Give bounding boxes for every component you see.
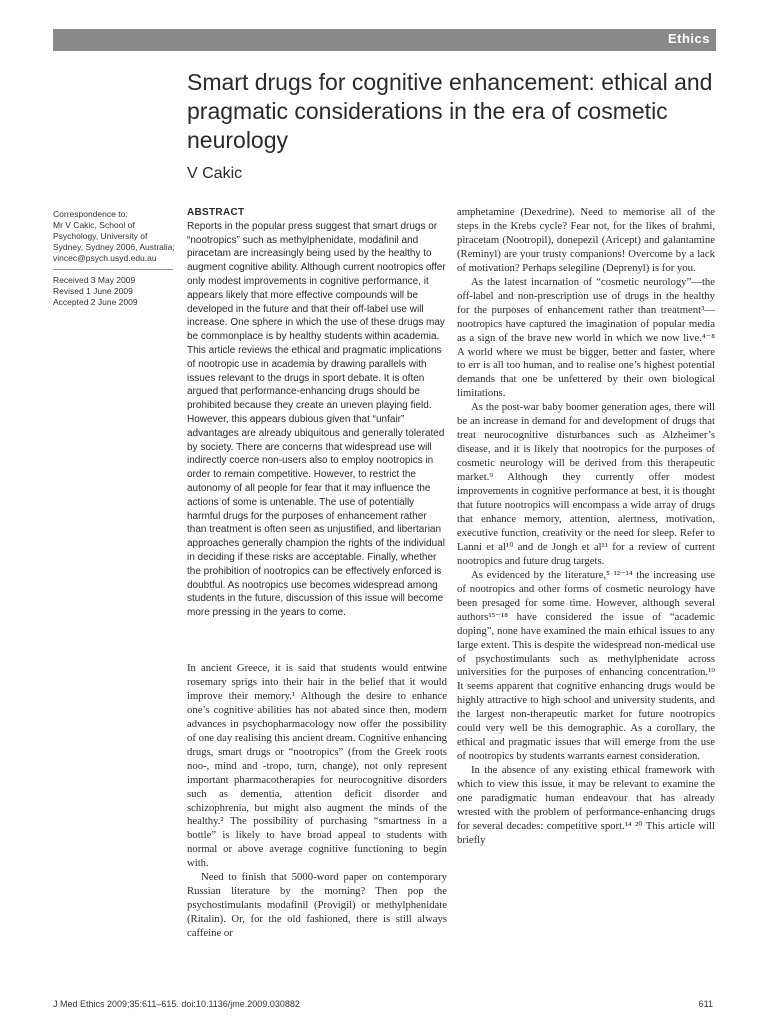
accepted-date: Accepted 2 June 2009 bbox=[53, 297, 138, 307]
body-column-left bbox=[187, 662, 447, 941]
abstract-heading: ABSTRACT bbox=[187, 207, 245, 218]
page-number: 611 bbox=[698, 999, 713, 1009]
abstract-text: Reports in the popular press suggest that smart drugs or “nootropics” such as methylphenidate, modafinil and piracetam are increasingly being used by the healthy to augment cognitive ability. Although current nootropics offer only modest improvements in cognitive performance, it appears likely that more effective compounds will be developed in the future and that their off-label use will increase. One sphere in which the use of these drugs may be commonplace is by healthy students within academia. This article reviews the ethical and pragmatic implications of nootropic use in academia by drawing parallels with issues relevant to the drugs in sport debate. It is often argued that performance-enhancing drugs should be prohibited because they create an uneven playing field. However, this appears dubious given that “unfair” advantages are already ubiquitous and generally tolerated by society. There are concerns that widespread use will indirectly coerce non-users also to employ nootropics in order to remain competitive. However, to restrict the autonomy of all people for fear that it may influence the actions of some is untenable. The use of potentially harmful drugs for the purposes of enhancement rather than treatment is often seen as unjustified, and libertarian approaches generally champion the rights of the individual in deciding if these risks are acceptable. Finally, whether the prohibition of nootropics can be effectively enforced is doubtful. As nootropics use becomes widespread among students in the future, discussion of this issue will become more pressing in the years to come. bbox=[187, 220, 446, 619]
body-paragraph: As the latest incarnation of “cosmetic neurology”—the off-label and non-prescription use of drugs in the healthy for the purposes of enhancement rather than treatment³—nootropics have captured the imagination of popular media as a sign of the brave new world in which we now live.⁴⁻⁸ A world where we must be bigger, better and faster, where to err is all too human, and to realise one’s highest potential demands that one be unfettered by their own biological limitations. bbox=[457, 275, 715, 400]
abstract bbox=[187, 206, 447, 620]
section-header-bar bbox=[53, 29, 716, 51]
journal-citation: J Med Ethics 2009;35:611–615. doi:10.1136/jme.2009.030882 bbox=[53, 999, 300, 1009]
correspondence-line: Sydney, Sydney 2006, Australia; bbox=[53, 242, 175, 252]
correspondence-block bbox=[53, 209, 181, 264]
body-paragraph: As evidenced by the literature,⁵ ¹²⁻¹⁴ the increasing use of nootropics and other forms of cosmetic neurology have been presaged for some time. However, although several authors¹⁵⁻¹⁸ have considered the issue of “academic doping”, none have examined the main ethical issues to any large extent. This is despite the widespread non-medical use of psychostimulants such as methylphenidate across universities for the purposes of enhancing concentration.¹⁹ It seems apparent that cognitive enhancing drugs would be highly attractive to high school and university students, and the largest non-therapeutic market for future nootropics could very well be this demographic. As a corollary, the ethical and pragmatic issues that will emerge from the use of nootropics by students warrants earnest consideration. bbox=[457, 568, 715, 763]
correspondence-line: Psychology, University of bbox=[53, 231, 148, 241]
article-title: Smart drugs for cognitive enhancement: ethical and pragmatic considerations in the era of cosmetic neurology bbox=[187, 69, 713, 153]
section-label: Ethics bbox=[667, 31, 710, 46]
dates-block bbox=[53, 275, 181, 308]
correspondence-email: vincec@psych.usyd.edu.au bbox=[53, 253, 157, 263]
received-date: Received 3 May 2009 bbox=[53, 275, 136, 285]
article-author: V Cakic bbox=[187, 165, 243, 182]
correspondence-line: Correspondence to: bbox=[53, 209, 128, 219]
sidebar bbox=[53, 209, 181, 308]
body-column-right bbox=[457, 206, 715, 848]
body-paragraph: In the absence of any existing ethical framework with which to view this issue, it may be relevant to examine the one paradigmatic human endeavour that has already wrested with the problem of performance-enhancing drugs for several decades: competitive sport.¹⁴ ²⁰ This article will briefly bbox=[457, 764, 715, 846]
sidebar-divider bbox=[53, 269, 173, 270]
revised-date: Revised 1 June 2009 bbox=[53, 286, 133, 296]
body-paragraph: As the post-war baby boomer generation ages, there will be an increase in demand for and development of drugs that treat neurocognitive disturbances such as Alzheimer’s disease, and it is likely that nootropics for the purposes of cosmetic neurology will be derived from this therapeutic market.⁹ Although they currently offer modest improvements in cognitive performance at best, it is thought that future nootropics will encompass a wide array of drugs that enhance memory, attention, alertness, motivation, executive function, creativity or the need for sleep. Refer to Lanni et al¹⁰ and de Jongh et al¹¹ for a review of current nootropics and future drug targets. bbox=[457, 401, 715, 567]
correspondence-line: Mr V Cakic, School of bbox=[53, 220, 135, 230]
body-paragraph: In ancient Greece, it is said that students would entwine rosemary sprigs into their hair in the belief that it would improve their memory.¹ Although the desire to enhance one’s cognitive abilities has not abated since then, modern advances in psychopharmacology now offer the possibility of one day realising this ancient dream. Cognitive enhancing drugs, smart drugs or “nootropics” (from the Greek roots noo-, mind and -tropo, turn, change), not only represent important pharmacotherapies for neurocognitive disorders such as dementia, attention deficit disorder and schizophrenia, but might also augment the minds of the healthy.² The possibility of purchasing “smartness in a bottle” is likely to have broad appeal to students with normal or above average cognitive functioning to begin with. bbox=[187, 662, 447, 870]
body-paragraph: Need to finish that 5000-word paper on contemporary Russian literature by the morning? Then pop the psychostimulants modafinil (Provigil) or methylphenidate (Ritalin). Or, for the old fashioned, there is still always caffeine or bbox=[187, 871, 447, 940]
body-paragraph: amphetamine (Dexedrine). Need to memorise all of the steps in the Krebs cycle? Fear not, for the likes of brahmi, piracetam (Nootropil), donepezil (Aricept) and galantamine (Reminyl) are your trusty companions! Overcome by a lack of motivation? Perhaps selegiline (Deprenyl) is for you. bbox=[457, 206, 715, 274]
